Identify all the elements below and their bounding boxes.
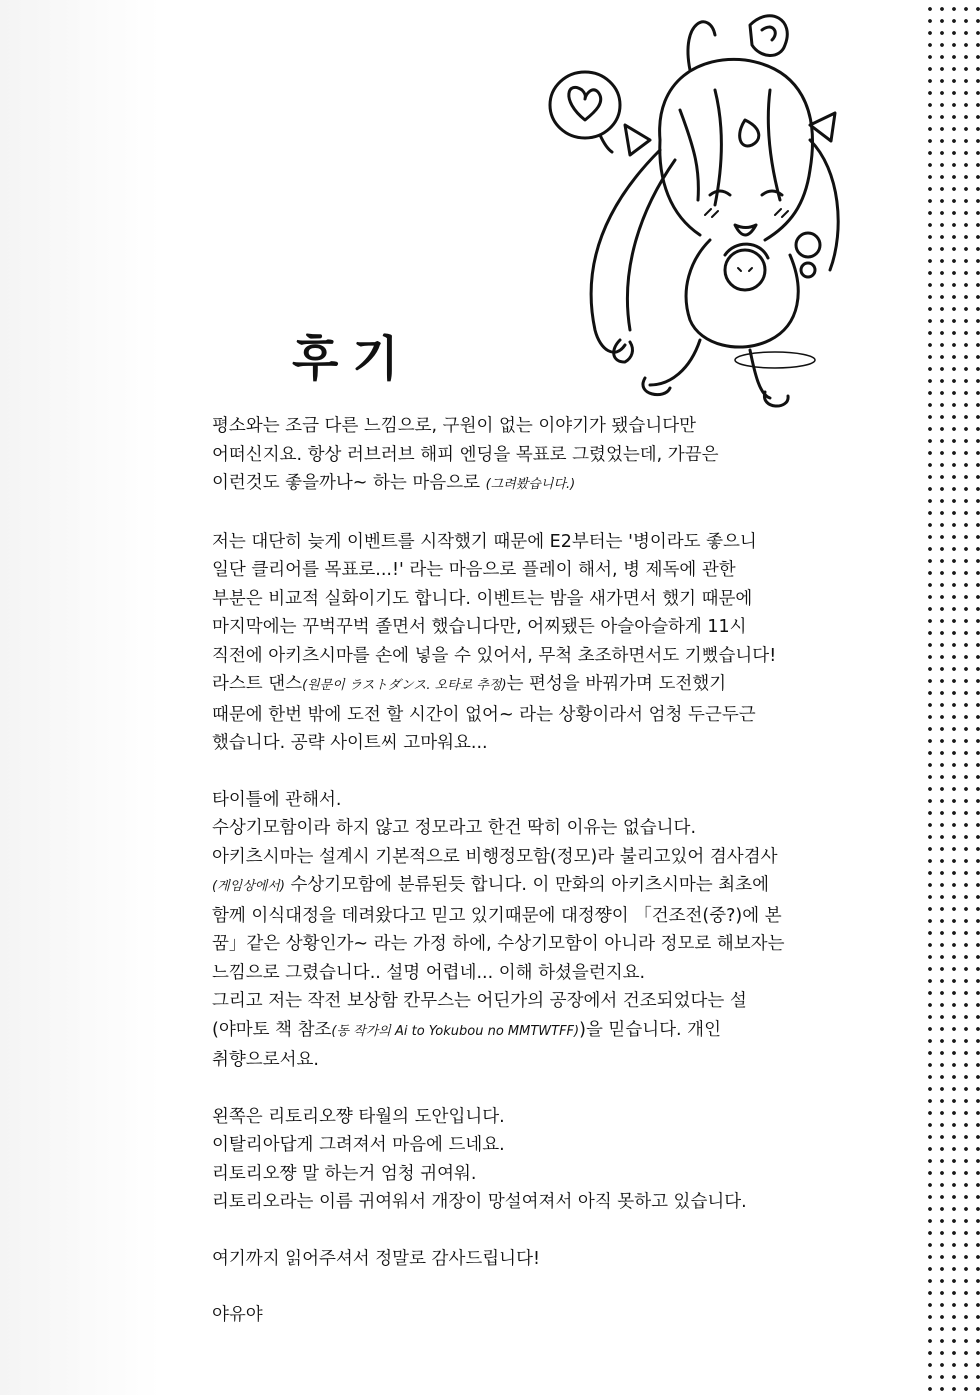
text-segment: 그리고 저는 작전 보상함 칸무스는 어딘가의 공장에서 건조되었다는 설 — [212, 991, 747, 1011]
text-segment: 취향으로서요. — [212, 1050, 319, 1070]
text-segment: 때문에 한번 밖에 도전 할 시간이 없어~ 라는 상황이라서 엄청 두근두근 — [212, 704, 756, 725]
text-segment: 리토리오라는 이름 귀여워서 개장이 망설여져서 아직 못하고 있습니다. — [212, 1192, 747, 1212]
text-segment: (야마토 책 참조 — [212, 1019, 332, 1040]
paragraph — [212, 786, 912, 1075]
text-segment: 평소와는 조금 다른 느낌으로, 구원이 없는 이야기가 됐습니다만 — [212, 416, 697, 436]
text-segment: 아키츠시마는 설계시 기본적으로 비행정모함(정모)라 불리고있어 겸사겸사 — [212, 846, 778, 867]
author-signature: 야유야 — [212, 1305, 263, 1325]
paragraph — [212, 1103, 912, 1217]
text-segment: 타이틀에 관해서. — [212, 789, 342, 810]
text-line — [212, 613, 912, 642]
text-segment: 마지막에는 꾸벅꾸벅 졸면서 했습니다만, 어찌됐든 아슬아슬하게 11시 — [212, 617, 747, 637]
text-line — [212, 1016, 912, 1047]
translator-note: (그려봤습니다.) — [485, 477, 576, 492]
text-line — [212, 871, 912, 902]
text-line — [212, 1046, 912, 1075]
text-segment: 여기까지 읽어주셔서 정말로 감사드립니다! — [212, 1248, 540, 1269]
translator-note: (원문이 ラストダンス. 오타로 추정) — [302, 678, 507, 693]
text-line — [212, 469, 912, 500]
translator-note: (동 작가의 Ai to Yokubou no MMTWTFF) — [331, 1023, 580, 1039]
text-line — [212, 1188, 912, 1217]
text-line — [212, 556, 912, 585]
text-segment: 왼쪽은 리토리오쨩 타월의 도안입니다. — [212, 1106, 505, 1127]
text-segment: 수상기모함이라 하지 않고 정모라고 한건 딱히 이유는 없습니다. — [212, 818, 697, 838]
page-title: 후기 — [292, 331, 413, 387]
text-segment: 리토리오쨩 말 하는거 엄청 귀여워. — [212, 1163, 477, 1184]
text-line — [212, 642, 912, 671]
afterword-text — [212, 412, 912, 1330]
text-line — [212, 814, 912, 843]
page-shade — [0, 0, 200, 1395]
text-segment: 꿈」같은 상황인가~ 라는 가정 하에, 수상기모함이 아니라 정모로 해보자는 — [212, 934, 785, 954]
text-segment: 어떠신지요. 항상 러브러브 해피 엔딩을 목표로 그렸었는데, 가끔은 — [212, 444, 719, 465]
text-line — [212, 1245, 912, 1274]
text-segment: 는 편성을 바꿔가며 도전했기 — [506, 674, 727, 694]
text-line — [212, 729, 912, 758]
text-line — [212, 528, 912, 557]
paragraph — [212, 1245, 912, 1274]
text-line — [212, 786, 912, 815]
text-segment: 일단 클리어를 목표로...!' 라는 마음으로 플레이 해서, 병 제독에 관한 — [212, 560, 736, 580]
text-segment: 함께 이식대정을 데려왔다고 믿고 있기때문에 대정쨩이 「건조전(중?)에 본 — [212, 905, 782, 926]
dot-pattern-border — [922, 0, 980, 1395]
text-segment: 저는 대단히 늦게 이벤트를 시작했기 때문에 E2부터는 '병이라도 좋으니 — [212, 531, 757, 552]
text-line — [212, 441, 912, 470]
text-line — [212, 1103, 912, 1132]
text-segment: 직전에 아키츠시마를 손에 넣을 수 있어서, 무척 초조하면서도 기뻤습니다! — [212, 645, 777, 666]
text-line — [212, 902, 912, 931]
text-line — [212, 1131, 912, 1160]
text-segment: 했습니다. 공략 사이트씨 고마워요... — [212, 733, 488, 753]
text-segment: 이탈리아답게 그려져서 마음에 드네요. — [212, 1135, 505, 1155]
text-segment: 라스트 댄스 — [212, 674, 303, 694]
translator-note: (게임상에서) — [212, 879, 285, 894]
paragraph — [212, 412, 912, 500]
text-line — [212, 670, 912, 701]
text-segment: 수상기모함에 분류된듯 합니다. 이 만화의 아키츠시마는 최초에 — [284, 875, 769, 895]
text-segment: 느낌으로 그렸습니다.. 설명 어렵네... 이해 하셨을런지요. — [212, 962, 646, 983]
text-line — [212, 1160, 912, 1189]
paragraph — [212, 528, 912, 758]
text-line — [212, 585, 912, 614]
text-line — [212, 959, 912, 988]
text-line — [212, 701, 912, 730]
text-line — [212, 843, 912, 872]
heart-icon — [550, 72, 620, 152]
text-segment: )을 믿습니다. 개인 — [579, 1019, 721, 1040]
text-line — [212, 987, 912, 1016]
text-line — [212, 930, 912, 959]
chibi-girl-illustration — [540, 0, 910, 420]
text-segment: 이런것도 좋을까나~ 하는 마음으로 — [212, 473, 486, 493]
text-segment: 부분은 비교적 실화이기도 합니다. 이벤트는 밤을 새가면서 했기 때문에 — [212, 588, 753, 609]
text-line — [212, 412, 912, 441]
